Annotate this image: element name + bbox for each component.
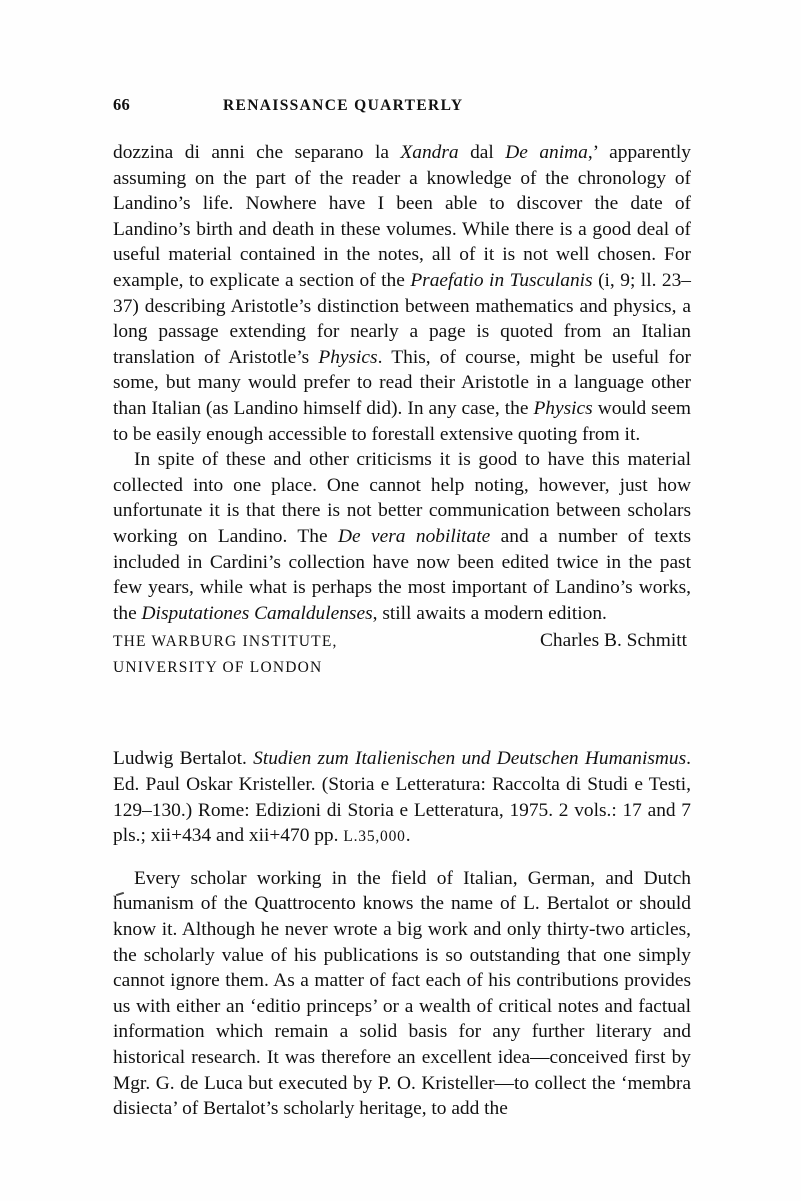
journal-title: RENAISSANCE QUARTERLY <box>223 97 464 114</box>
text-run: Ludwig Bertalot. <box>113 748 254 770</box>
text-run: and a number of texts included in Cardini’s collection have now been edited twice in the past few years, while what is perhaps the most important of Landino’s works, the <box>113 525 691 624</box>
title-physics-2: Physics <box>533 397 593 419</box>
review-two-paragraph-1: Every scholar working in the field of Italian, German, and Dutch humanism of the Quattrocento knows the name of L. Bertalot or should know it. Although he never wrote a big work and only thirty-two articles, the scholarly value of his publications is so outstanding that one simply cannot ignore them. As a matter of fact each of his contributions provides us with either an ‘editio princeps’ or a wealth of critical notes and factual information which remain a solid basis for any further literary and historical research. It was therefore an excellent idea—conceived first by Mgr. G. de Luca but executed by P. O. Kristeller—to collect the ‘membra disiecta’ of Bertalot’s scholarly heritage, to add the <box>113 867 691 1120</box>
text-run: , still awaits a modern edition. <box>372 602 607 624</box>
text-run: In spite of these and other criticisms it is good to have this material collected into one place. One cannot help noting, however, just how unfortunate it is that there is not better communication between scholars working on Landino. The <box>113 449 691 547</box>
title-de-vera-nobilitate: De vera nobilitate <box>338 525 491 547</box>
title-xandra: Xandra <box>400 142 459 163</box>
review-one-paragraph-2 <box>113 447 691 626</box>
price-value: L.35,000 <box>343 828 406 846</box>
text-run: . Ed. Paul Oskar Kristeller. (Storia e Letteratura: Raccolta di Studi e Testi, 129–130.) Rome: Edizioni di Storia e Letteratura, 1975. 2 vols.: 17 and 7 pls.; xii+434 and xii+470 pp. <box>113 748 692 847</box>
text-run: would seem to be easily enough accessible to forestall extensive quoting from it. <box>113 397 692 445</box>
review-one-signature <box>113 628 691 680</box>
text-run: (i, 9; ll. 23–37) describing Aristotle’s distinction between mathematics and physics, a long passage extending for nearly a page is quoted from an Italian translation of Aristotle’s <box>113 269 691 368</box>
page-number: 66 <box>113 95 131 114</box>
review-two-heading <box>113 746 691 849</box>
running-head <box>113 95 691 113</box>
section-divider-space <box>113 680 691 746</box>
text-run: . <box>405 825 411 847</box>
signature-institution-line-2: UNIVERSITY OF LONDON <box>113 658 323 676</box>
text-run: dal <box>458 142 506 163</box>
signature-institution-line-1: THE WARBURG INSTITUTE, <box>113 633 338 651</box>
signature-author: Charles B. Schmitt <box>539 630 687 652</box>
page-content <box>113 95 691 1122</box>
text-run: dozzina di anni che separano la <box>113 142 401 163</box>
title-de-anima: De anima <box>505 142 588 163</box>
title-praefatio: Praefatio in Tusculanis <box>410 269 593 291</box>
text-run: ,’ apparently assuming on the part of the reader a knowledge of the chronology of Landino’s life. Nowhere have I been able to discover the date of Landino’s birth and death in these volumes. While there is a good deal of useful material contained in the notes, all of it is not well chosen. For example, to explicate a section of the <box>113 142 691 291</box>
review-one-paragraph-1 <box>113 140 691 447</box>
title-studien: Studien zum Italienischen und Deutschen Humanismus <box>253 748 687 770</box>
title-physics-1: Physics <box>318 346 378 368</box>
title-disputationes-camaldulenses: Disputationes Camaldulenses <box>141 602 373 624</box>
text-run: . This, of course, might be useful for some, but many would prefer to read their Aristotle in a language other than Italian (as Landino himself did). In any case, the <box>113 346 691 419</box>
signature-institution <box>113 629 338 680</box>
